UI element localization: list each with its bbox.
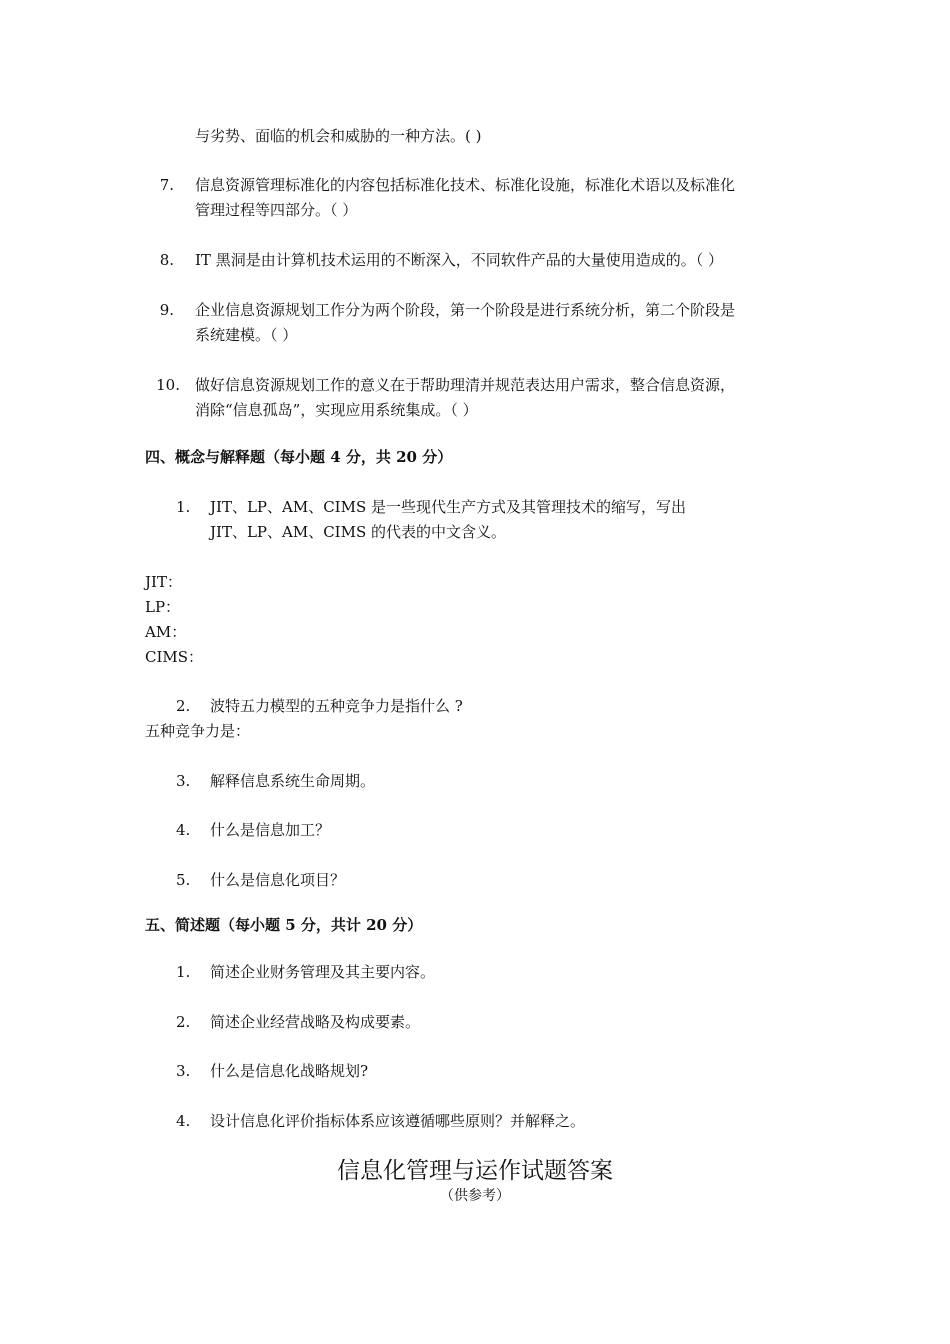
question-text: 设计信息化评价指标体系应该遵循哪些原则？并解释之。 [210, 1112, 586, 1130]
question-number: 4. [176, 821, 191, 839]
question-text: 简述企业财务管理及其主要内容。 [210, 963, 436, 981]
question-number: 1. [176, 963, 191, 981]
question-continuation: 与劣势、面临的机会和威胁的一种方法。( ) [195, 127, 482, 145]
answer-label-jit: JIT： [145, 573, 182, 591]
question-number: 2. [176, 697, 191, 715]
question-text: 信息资源管理标准化的内容包括标准化技术、标准化设施，标准化术语以及标准化 [195, 176, 736, 194]
question-text: 做好信息资源规划工作的意义在于帮助理清并规范表达用户需求，整合信息资源， [195, 376, 736, 394]
answer-title: 信息化管理与运作试题答案 [337, 1158, 613, 1184]
question-text: JIT、LP、AM、CIMS 是一些现代生产方式及其管理技术的缩写，写出 [210, 498, 686, 516]
question-number: 5. [176, 871, 191, 889]
question-number: 2. [176, 1013, 191, 1031]
question-number: 8. [159, 251, 174, 269]
question-number: 7. [159, 176, 174, 194]
answer-label-cims: CIMS： [145, 648, 204, 666]
question-text: IT 黑洞是由计算机技术运用的不断深入，不同软件产品的大量使用造成的。（ ） [195, 251, 723, 269]
question-text: JIT、LP、AM、CIMS 的代表的中文含义。 [210, 523, 506, 541]
answer-label-am: AM： [145, 623, 187, 641]
question-text: 消除“信息孤岛”，实现应用系统集成。（ ） [195, 401, 478, 419]
question-text: 解释信息系统生命周期。 [210, 772, 376, 790]
question-number: 3. [176, 772, 191, 790]
question-text: 什么是信息化战略规划? [210, 1062, 369, 1080]
question-number: 10. [156, 376, 180, 394]
question-text: 波特五力模型的五种竞争力是指什么 ? [210, 697, 463, 715]
question-text: 系统建模。（ ） [195, 326, 298, 344]
answer-label-lp: LP： [145, 598, 181, 616]
question-number: 3. [176, 1062, 191, 1080]
section-heading: 五、简述题（每小题 5 分，共计 20 分） [145, 916, 423, 934]
question-number: 4. [176, 1112, 191, 1130]
question-text: 什么是信息化项目？ [210, 871, 346, 889]
question-text: 管理过程等四部分。（ ） [195, 201, 358, 219]
question-number: 9. [159, 301, 174, 319]
answer-label-five-forces: 五种竞争力是： [145, 722, 251, 740]
answer-subtitle: （供参考） [440, 1188, 510, 1204]
question-text: 简述企业经营战略及构成要素。 [210, 1013, 421, 1031]
question-text: 企业信息资源规划工作分为两个阶段，第一个阶段是进行系统分析，第二个阶段是 [195, 301, 736, 319]
question-text: 什么是信息加工？ [210, 821, 331, 839]
section-heading: 四、概念与解释题（每小题 4 分，共 20 分） [145, 448, 453, 466]
question-number: 1. [176, 498, 191, 516]
